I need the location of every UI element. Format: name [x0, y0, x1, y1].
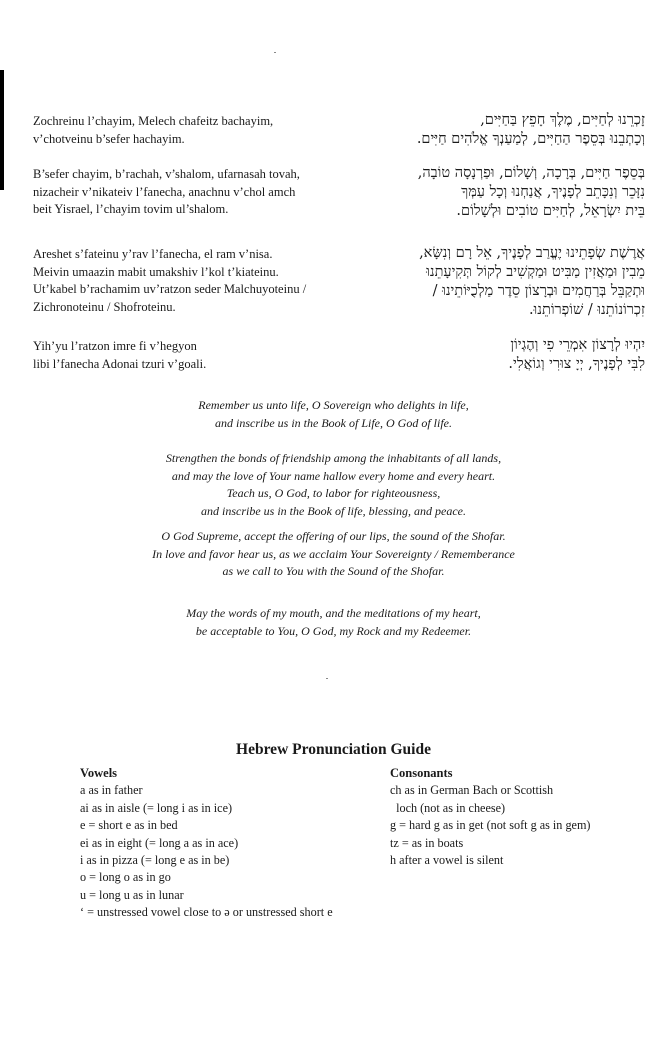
vowel-entry: o = long o as in go: [80, 870, 171, 885]
english-line: Teach us, O God, to labor for righteousness,: [226, 486, 441, 500]
speck: [326, 678, 328, 679]
vowels-column: [80, 765, 333, 922]
vowels-heading: Vowels: [80, 766, 118, 780]
english-line: Strengthen the bonds of friendship among the inhabitants of all lands,: [165, 451, 502, 465]
english-line: In love and favor hear us, as we acclaim Your Sovereignty / Rememberance: [152, 546, 515, 561]
vowel-entry: a as in father: [80, 783, 143, 798]
translit-line: Meivin umaazin mabit umakshiv l’kol t’kiateinu.: [33, 264, 279, 279]
verse-2-transliteration: [33, 166, 333, 219]
consonant-entry: loch (not as in cheese): [390, 800, 506, 815]
hebrew-line: לִבִּי לְפָנֶיךָ, יְיָ צוּרִי וְגוֹאֲלִי.: [508, 356, 645, 372]
english-line: May the words of my mouth, and the meditations of my heart,: [186, 606, 481, 620]
vowel-entry: e = short e as in bed: [80, 818, 178, 833]
left-margin-rule: [0, 70, 4, 190]
hebrew-line: זִכְרוֹנוֹתֵנוּ / שׁוֹפְרוֹתֵנוּ.: [528, 302, 645, 318]
translit-line: libi l’fanecha Adonai tzuri v’goali.: [33, 356, 207, 371]
speck: [274, 52, 276, 53]
verse-3-transliteration: [33, 246, 333, 316]
english-stanza-3: [40, 528, 627, 581]
consonant-entry: tz = as in boats: [390, 835, 464, 850]
translit-line: Zichronoteinu / Shofroteinu.: [33, 299, 176, 314]
hebrew-line: וּתְקַבֵּל בְּרַחֲמִים וּבְרָצוֹן סֵדֶר מַלְכֻיּוֹתֵינוּ /: [432, 283, 645, 299]
verse-3-hebrew: [325, 244, 645, 320]
hebrew-line: בֵּית יִשְׂרָאֵל, לְחַיִּים טוֹבִים וּלְשָׁלוֹם.: [456, 203, 645, 219]
guide-title: Hebrew Pronunciation Guide: [236, 741, 431, 758]
consonant-entry: h after a vowel is silent: [390, 853, 504, 868]
english-stanza-4: [40, 605, 627, 640]
hebrew-line: נִזָּכֵר וְנִכָּתֵב לְפָנֶיךָ, אֲנַחְנוּ וְכָל עַמְּךָ: [461, 184, 645, 200]
english-line: and inscribe us in the Book of life, blessing, and peace.: [201, 503, 466, 518]
english-line: be acceptable to You, O God, my Rock and my Redeemer.: [195, 623, 472, 638]
verse-2-hebrew: [325, 164, 645, 221]
english-line: Remember us unto life, O Sovereign who delights in life,: [198, 398, 469, 412]
verse-1-transliteration: [33, 113, 333, 148]
translit-line: Ut’kabel b’rachamim uv’ratzon seder Malchuyoteinu /: [33, 282, 307, 296]
verse-4-hebrew: [325, 336, 645, 374]
vowel-entry: ‘ = unstressed vowel close to ə or unstressed short e: [80, 905, 333, 920]
translit-line: beit Yisrael, l’chayim tovim ul’shalom.: [33, 202, 229, 216]
vowel-entry: ei as in eight (= long a as in ace): [80, 835, 239, 850]
translit-line: Zochreinu l’chayim, Melech chafeitz bachayim,: [33, 114, 274, 128]
consonants-column: [390, 765, 590, 869]
consonant-entry: g = hard g as in get (not soft g as in gem): [390, 818, 591, 833]
translit-line: Yih’yu l’ratzon imre fi v’hegyon: [33, 339, 197, 353]
hebrew-line: וְכָתְבֵנוּ בְּסֵפֶר הַחַיִּים, לְמַעַנְךָ אֱלֹהִים חַיִּים.: [416, 131, 645, 147]
hebrew-line: אֲרֶשֶׁת שְׂפָתֵינוּ יֶעֱרַב לְפָנֶיךָ, אֵל רָם וְנִשָּׂא,: [419, 245, 645, 261]
hebrew-line: זָכְרֵנוּ לְחַיִּים, מֶלֶךְ חָפֵץ בַּחַיִּים,: [480, 112, 645, 128]
translit-line: Areshet s’fateinu y’rav l’fanecha, el ram v’nisa.: [33, 247, 273, 261]
english-line: and may the love of Your name hallow every home and every heart.: [171, 468, 496, 483]
vowel-entry: u = long u as in lunar: [80, 887, 184, 902]
hebrew-line: יִהְיוּ לְרָצוֹן אִמְרֵי פִי וְהֶגְיוֹן: [510, 337, 645, 353]
verse-1-hebrew: [325, 111, 645, 149]
hebrew-line: מֵבִין וּמַאֲזִין מַבִּיט וּמַקְשִׁיב לְקוֹל תְּקִיעָתֵנוּ: [426, 264, 645, 280]
verse-4-transliteration: [33, 338, 333, 373]
vowel-entry: i as in pizza (= long e as in be): [80, 853, 230, 868]
consonant-entry: ch as in German Bach or Scottish: [390, 783, 554, 798]
vowel-entry: ai as in aisle (= long i as in ice): [80, 800, 233, 815]
translit-line: v’chotveinu b’sefer hachayim.: [33, 131, 185, 146]
english-line: O God Supreme, accept the offering of our lips, the sound of the Shofar.: [161, 529, 506, 543]
translit-line: nizacheir v’nikateiv l’fanecha, anachnu v’chol amch: [33, 184, 296, 199]
consonants-heading: Consonants: [390, 766, 453, 780]
hebrew-line: בְּסֵפֶר חַיִּים, בְּרָכָה, וְשָׁלוֹם, וּפַרְנָסָה טוֹבָה,: [417, 165, 645, 181]
english-stanza-1: [40, 397, 627, 432]
english-line: as we call to You with the Sound of the Shofar.: [222, 564, 445, 578]
english-line: and inscribe us in the Book of Life, O God of life.: [215, 415, 452, 430]
translit-line: B’sefer chayim, b’rachah, v’shalom, ufarnasah tovah,: [33, 167, 300, 181]
english-stanza-2: [40, 450, 627, 520]
